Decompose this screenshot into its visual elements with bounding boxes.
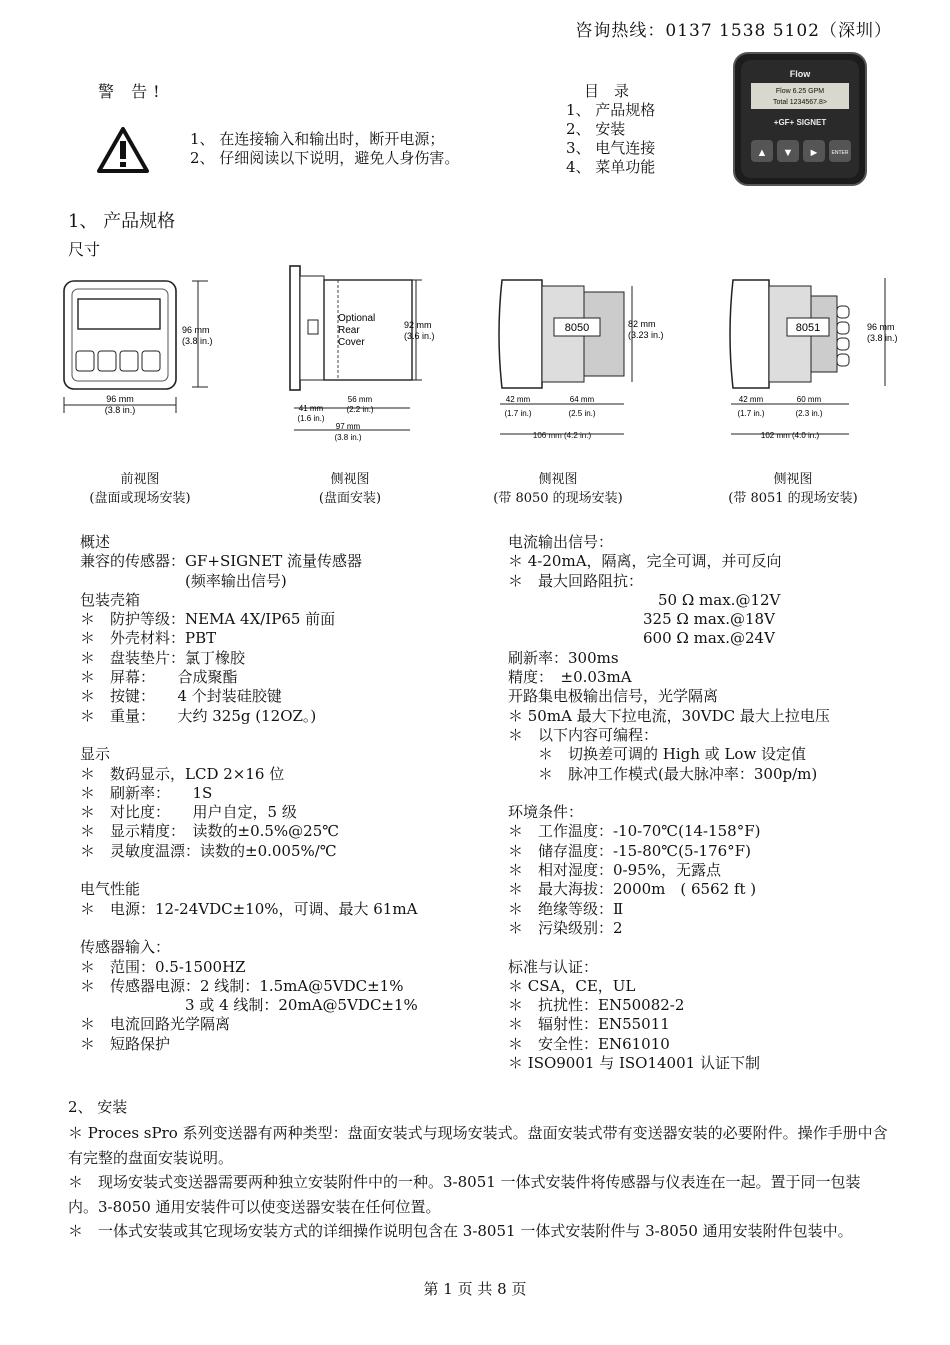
spec-line: ＊ 防护等级：NEMA 4X/IP65 前面 — [80, 610, 336, 629]
front-view-drawing — [58, 275, 228, 450]
model-8050-label: 8050 — [564, 322, 590, 334]
spec-line — [80, 861, 418, 880]
toc-item: 3、 电气连接 — [566, 139, 656, 157]
spec-line — [80, 726, 418, 745]
install-paragraph-1: ＊ Proces sPro 系列变送器有两种类型：盘面安装式与现场安装式。盘面安装式带有变送器安装的必要附件。操作手册中含有完整的盘面安装说明。 — [68, 1124, 888, 1167]
s8050-total: 106 mm (4.2 in.) — [532, 431, 592, 440]
caption-note: (带 8050 的现场安装) — [493, 491, 623, 506]
spec-line: ＊ 绝缘等级：Ⅱ — [508, 899, 624, 918]
table-of-contents — [566, 82, 655, 177]
spec-line: ＊ 屏幕： 合成聚酯 — [80, 668, 238, 687]
spec-line: ＊ 盘装垫片：氯丁橡胶 — [80, 648, 246, 667]
spec-line: ＊ 显示精度： 读数的±0.5%@25℃ — [80, 822, 340, 841]
caption-title: 侧视图 — [538, 472, 578, 487]
warning-item: 1、 在连接输入和输出时，断开电源； — [190, 130, 445, 148]
spec-line: 传感器输入： — [80, 938, 171, 957]
warning-icon — [97, 126, 149, 174]
side-height: 92 mm — [404, 320, 432, 330]
side-dim-a-in: (1.6 in.) — [297, 414, 325, 423]
install-paragraph-3: ＊ 一体式安装或其它现场安装方式的详细操作说明包含在 3-8051 一体式安装附件与 3-8050 通用安装附件包装中。 — [68, 1222, 853, 1240]
side-dim-c-in: (3.8 in.) — [334, 433, 362, 442]
s8051-height-in: (3.8 in.) — [867, 333, 898, 343]
spec-line: 电气性能 — [80, 880, 141, 899]
caption-8050 — [458, 470, 658, 508]
front-height: 96 mm — [182, 325, 210, 335]
section2-title: 2、 安装 — [68, 1098, 128, 1116]
spec-line: ＊ 50mA 最大下拉电流，30VDC 最大上拉电压 — [508, 706, 830, 725]
caption-note: (盘面安装) — [318, 491, 382, 506]
toc-item: 2、 安装 — [566, 120, 626, 138]
spec-line: ＊ 刷新率： 1S — [80, 783, 213, 802]
spec-line: ＊ 按键： 4 个封装硅胶键 — [80, 687, 282, 706]
s8050-height: 82 mm — [628, 319, 656, 329]
spec-line: 600 Ω max.@24V — [508, 629, 775, 648]
s8050-height-in: (3.23 in.) — [628, 330, 664, 340]
caption-8051 — [693, 470, 893, 508]
spec-line: ＊ 最大海拔：2000m ( 6562 ft ) — [508, 880, 757, 899]
spec-line: 概述 — [80, 533, 111, 551]
caption-side — [250, 470, 450, 508]
spec-line: ＊ 污染级别：2 — [508, 918, 623, 937]
s8051-dim-a-in: (1.7 in.) — [737, 409, 765, 418]
install-paragraph-2: ＊ 现场安装式变送器需要两种独立安装附件中的一种。3-8051 一体式安装件将传感器与仪表连在一起。置于同一包装内。3-8050 通用安装件可以使变送器安装在任何位置。 — [68, 1173, 861, 1216]
s8050-dim-b-in: (2.5 in.) — [568, 409, 596, 418]
front-width: 96 mm — [106, 394, 134, 404]
toc-item: 1、 产品规格 — [566, 101, 656, 119]
side-view-8051-drawing — [725, 272, 910, 447]
spec-line: 兼容的传感器：GF+SIGNET 流量传感器 — [80, 552, 362, 571]
spec-line: ＊ 储存温度：-15-80℃(5-176°F) — [508, 841, 751, 860]
cover-label-1: Optional — [338, 313, 376, 324]
warning-title: 警 告! — [98, 82, 166, 101]
toc-title: 目 录 — [584, 82, 630, 100]
spec-line: ＊ 外壳材料：PBT — [80, 629, 217, 648]
spec-line — [80, 919, 418, 938]
spec-line: ＊ CSA，CE，UL — [508, 976, 636, 995]
spec-line: 包装壳箱 — [80, 590, 141, 609]
s8051-dim-a: 42 mm — [738, 395, 764, 404]
side-dim-b: 56 mm — [347, 395, 373, 404]
toc-item: 4、 菜单功能 — [566, 158, 656, 176]
enter-key-label: ENTER — [831, 150, 849, 156]
side-dim-c: 97 mm — [335, 422, 361, 431]
front-height-in: (3.8 in.) — [182, 336, 213, 346]
warning-item: 2、 仔细阅读以下说明，避免人身伤害。 — [190, 149, 460, 167]
section1-title: 1、 产品规格 — [68, 211, 176, 232]
hotline-text: 咨询热线：0137 1538 5102（深圳） — [575, 21, 892, 41]
spec-line: ＊ 抗扰性：EN50082-2 — [508, 996, 685, 1015]
spec-line: (频率输出信号) — [80, 571, 287, 590]
right-arrow-icon: ► — [808, 147, 820, 159]
page-number: 第 1 页 共 8 页 — [423, 1280, 527, 1298]
spec-line: ＊ 辐射性：EN55011 — [508, 1015, 670, 1034]
model-8051-label: 8051 — [795, 322, 821, 334]
cover-label-3: Cover — [338, 337, 365, 348]
spec-line: ＊ 安全性：EN61010 — [508, 1034, 670, 1053]
device-photo — [733, 52, 867, 186]
spec-line: 显示 — [80, 745, 111, 764]
caption-note: (带 8051 的现场安装) — [728, 491, 858, 506]
spec-line: ＊ 数码显示，LCD 2×16 位 — [80, 764, 285, 783]
spec-line: ＊ 工作温度：-10-70℃(14-158°F) — [508, 822, 761, 841]
caption-front — [40, 470, 240, 508]
spec-line: ＊ 电源：12-24VDC±10%，可调、最大 61mA — [80, 899, 418, 918]
dimensions-label: 尺寸 — [68, 240, 101, 259]
spec-line: ＊ 对比度： 用户自定，5 级 — [80, 803, 297, 822]
up-arrow-icon: ▲ — [756, 147, 768, 159]
caption-title: 侧视图 — [330, 472, 370, 487]
spec-line — [508, 784, 830, 803]
down-arrow-icon: ▼ — [782, 147, 794, 159]
side-height-in: (3.6 in.) — [404, 331, 435, 341]
spec-line: 刷新率：300ms — [508, 648, 619, 667]
spec-line: 环境条件： — [508, 803, 584, 822]
side-view-8050-drawing — [492, 272, 692, 447]
caption-title: 侧视图 — [773, 472, 813, 487]
s8050-dim-b: 64 mm — [569, 395, 595, 404]
spec-line: ＊ 范围：0.5-1500HZ — [80, 957, 246, 976]
s8051-dim-b-in: (2.3 in.) — [795, 409, 823, 418]
spec-line: ＊ 切换差可调的 High 或 Low 设定值 — [508, 745, 807, 764]
spec-line — [508, 938, 830, 957]
s8051-total: 102 mm (4.0 in.) — [760, 431, 820, 440]
side-view-drawing — [260, 262, 460, 447]
spec-line: 50 Ω max.@12V — [508, 590, 781, 609]
cover-label-2: Rear — [338, 325, 360, 336]
device-label: Flow — [789, 69, 811, 79]
spec-line: ＊ 最大回路阻抗： — [508, 571, 644, 590]
spec-line: ＊ ISO9001 与 ISO14001 认证下制 — [508, 1054, 760, 1073]
caption-note: (盘面或现场安装) — [89, 491, 191, 506]
side-dim-a: 41 mm — [298, 404, 324, 413]
spec-line: 电流输出信号： — [508, 533, 614, 551]
spec-left-column — [80, 533, 418, 1054]
spec-line: ＊ 灵敏度温漂：读数的±0.005%/℃ — [80, 841, 337, 860]
spec-line: 3 或 4 线制：20mA@5VDC±1% — [80, 996, 418, 1015]
s8050-dim-a-in: (1.7 in.) — [504, 409, 532, 418]
side-dim-b-in: (2.2 in.) — [346, 405, 374, 414]
s8051-dim-b: 60 mm — [796, 395, 822, 404]
device-brand: +GF+ SIGNET — [773, 118, 827, 127]
spec-line: ＊ 传感器电源：2 线制：1.5mA@5VDC±1% — [80, 976, 404, 995]
s8051-height: 96 mm — [867, 322, 895, 332]
warning-list — [190, 130, 459, 168]
device-lcd-line1: Flow 6.25 GPM — [775, 88, 825, 95]
spec-line: ＊ 脉冲工作模式(最大脉冲率：300p/m) — [508, 764, 818, 783]
spec-line: 精度： ±0.03mA — [508, 668, 632, 687]
spec-line: ＊ 重量： 大约 325g (12OZ。) — [80, 706, 317, 725]
spec-line: 开路集电极输出信号，光学隔离 — [508, 687, 719, 706]
spec-line: 标准与认证： — [508, 957, 599, 976]
spec-line: ＊ 4-20mA，隔离，完全可调，并可反向 — [508, 552, 782, 571]
spec-line: ＊ 相对湿度：0-95%，无露点 — [508, 861, 721, 880]
spec-line: ＊ 短路保护 — [80, 1034, 171, 1053]
s8050-dim-a: 42 mm — [505, 395, 531, 404]
spec-right-column — [508, 533, 830, 1073]
spec-line: ＊ 以下内容可编程： — [508, 725, 659, 744]
caption-title: 前视图 — [120, 472, 160, 487]
spec-line: 325 Ω max.@18V — [508, 610, 775, 629]
front-width-in: (3.8 in.) — [104, 405, 136, 415]
spec-line: ＊ 电流回路光学隔离 — [80, 1015, 231, 1034]
device-lcd-line2: Total 1234567.8> — [773, 99, 827, 106]
